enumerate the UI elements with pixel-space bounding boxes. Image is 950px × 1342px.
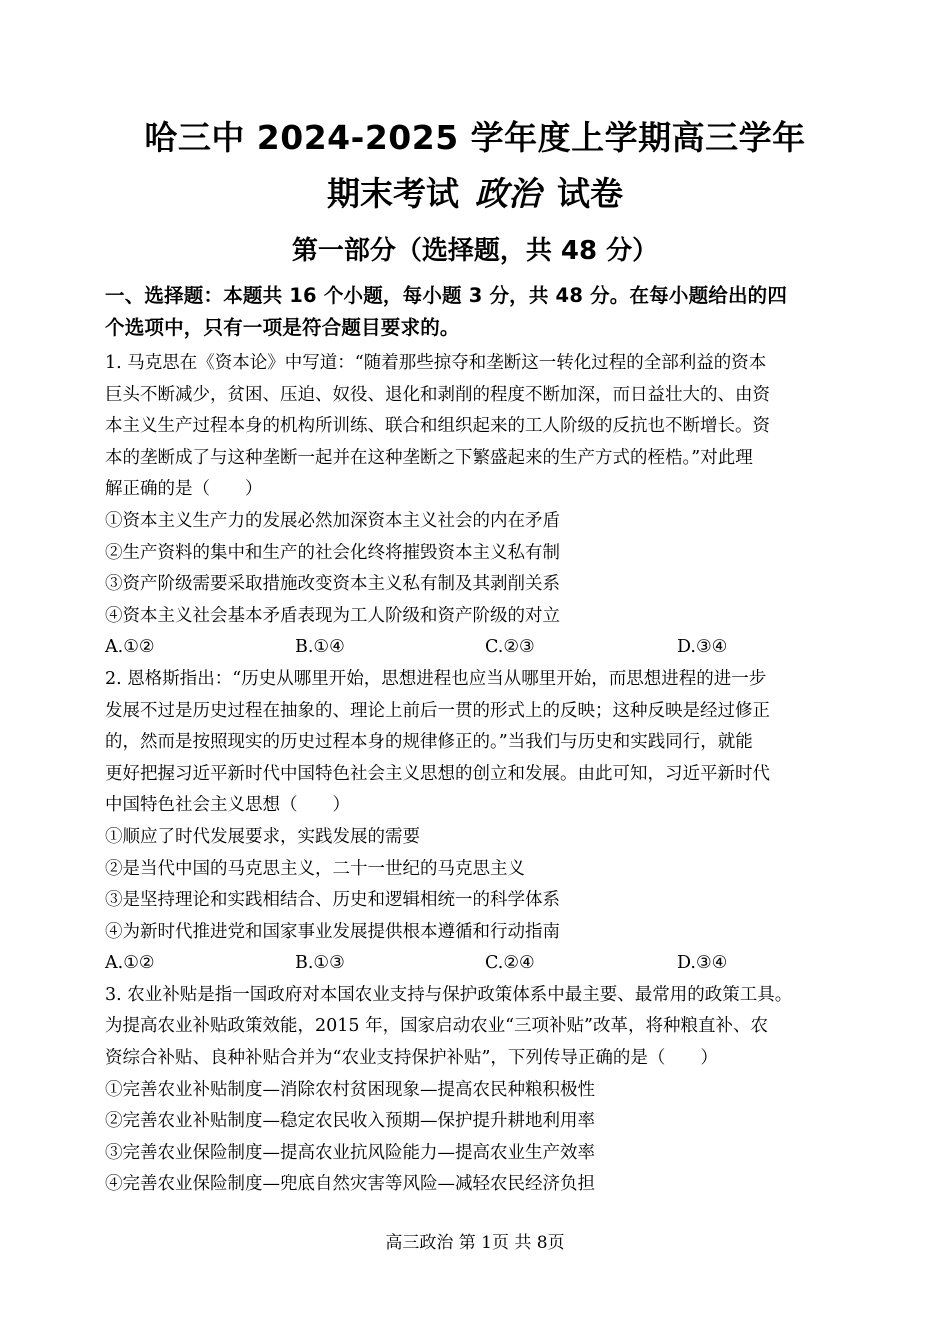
statement: ③资产阶级需要采取措施改变资本主义私有制及其剥削关系: [105, 574, 560, 595]
section-line: 个选项中，只有一项是符合题目要求的。: [105, 315, 460, 339]
statement: ④完善农业保险制度—兜底自然灾害等风险—减轻农民经济负担: [105, 1174, 595, 1195]
question-1: [105, 348, 850, 664]
exam-title-line2: [0, 168, 950, 215]
statement: ③是坚持理论和实践相结合、历史和逻辑相统一的科学体系: [105, 890, 560, 911]
question-text-line: 1. 马克思在《资本论》中写道：“随着那些掠夺和垄断这一转化过程的全部利益的资本: [105, 353, 767, 373]
question-text-line: 本的垄断成了与这种垄断一起并在这种垄断之下繁盛起来的生产方式的桎梏。”对此理: [105, 447, 753, 468]
question-text-line: 资综合补贴、良种补贴合并为“农业支持保护补贴”，下列传导正确的是（ ）: [105, 1048, 718, 1069]
exam-title-line1: 哈三中 2024-2025 学年度上学期高三学年: [144, 118, 806, 157]
statement: ②是当代中国的马克思主义，二十一世纪的马克思主义: [105, 858, 525, 879]
statement: ①资本主义生产力的发展必然加深资本主义社会的内在矛盾: [105, 510, 560, 531]
option-b: B.①③: [295, 953, 345, 974]
question-text-line: 2. 恩格斯指出：“历史从哪里开始，思想进程也应当从哪里开始，而思想进程的进一步: [105, 668, 767, 689]
question-text-line: 更好把握习近平新时代中国特色社会主义思想的创立和发展。由此可知，习近平新时代: [105, 763, 770, 784]
exam-subject: 政治: [475, 174, 541, 213]
question-text-line: 为提高农业补贴政策效能，2015 年，国家启动农业“三项补贴”改革，将种粮直补、农: [105, 1016, 768, 1037]
question-list: [105, 348, 850, 1201]
section-instructions: [105, 280, 845, 343]
statement: ①顺应了时代发展要求，实践发展的需要: [105, 826, 420, 847]
statement: ④为新时代推进党和国家事业发展提供根本遵循和行动指南: [105, 921, 560, 942]
option-d: D.③④: [677, 637, 728, 658]
question-text-line: 发展不过是历史过程在抽象的、理论上前后一贯的形式上的反映；这种反映是经过修正: [105, 700, 770, 721]
exam-title-prefix: 期末考试: [327, 174, 459, 213]
statement: ④资本主义社会基本矛盾表现为工人阶级和资产阶级的对立: [105, 605, 560, 626]
option-c: C.②④: [485, 953, 535, 974]
question-text-line: 中国特色社会主义思想（ ）: [105, 795, 350, 816]
part-title: 第一部分（选择题，共 48 分）: [291, 236, 659, 266]
question-text-line: 3. 农业补贴是指一国政府对本国农业支持与保护政策体系中最主要、最常用的政策工具。: [105, 984, 793, 1005]
option-a: A.①②: [105, 637, 155, 658]
question-text-line: 本主义生产过程本身的机构所训练、联合和组织起来的工人阶级的反抗也不断增长。资: [105, 416, 770, 437]
page-footer: 高三政治 第 1页 共 8页: [385, 1233, 565, 1253]
question-text-line: 解正确的是（ ）: [105, 479, 263, 500]
exam-title-suffix: 试卷: [557, 174, 623, 213]
option-b: B.①④: [295, 637, 345, 658]
statement: ②生产资料的集中和生产的社会化终将摧毁资本主义私有制: [105, 542, 560, 563]
option-a: A.①②: [105, 953, 155, 974]
answer-options: [105, 632, 850, 664]
statement: ①完善农业补贴制度—消除农村贫困现象—提高农民种粮积极性: [105, 1079, 595, 1100]
statement: ③完善农业保险制度—提高农业抗风险能力—提高农业生产效率: [105, 1142, 595, 1163]
question-2: [105, 664, 850, 980]
option-d: D.③④: [677, 953, 728, 974]
answer-options: [105, 948, 850, 980]
option-c: C.②③: [485, 637, 535, 658]
question-3: [105, 980, 850, 1201]
section-line: 一、选择题：本题共 16 个小题，每小题 3 分，共 48 分。在每小题给出的四: [105, 284, 788, 307]
statement: ②完善农业补贴制度—稳定农民收入预期—保护提升耕地利用率: [105, 1111, 595, 1132]
question-text-line: 巨头不断减少，贫困、压迫、奴役、退化和剥削的程度不断加深，而日益壮大的、由资: [105, 384, 770, 405]
question-text-line: 的，然而是按照现实的历史过程本身的规律修正的。”当我们与历史和实践同行，就能: [105, 732, 753, 753]
